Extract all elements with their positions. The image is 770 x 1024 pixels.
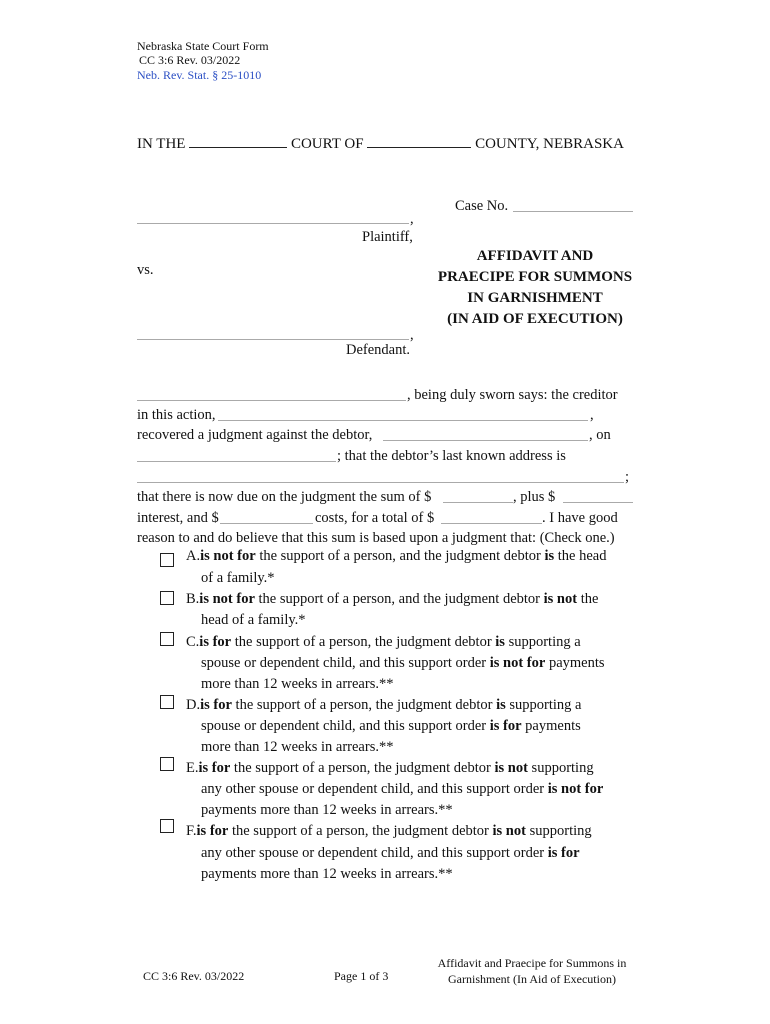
creditor-name-field[interactable] (218, 420, 588, 421)
case-no-label: Case No. (455, 198, 509, 214)
option-f-checkbox[interactable] (160, 819, 174, 833)
option-a-letter: A. (186, 548, 201, 564)
option-b-checkbox[interactable] (160, 591, 174, 605)
title-line-3: IN GARNISHMENT (467, 290, 603, 306)
debtor-address-field[interactable] (137, 482, 624, 483)
option-c-line2 (201, 655, 605, 672)
option-d-text1: the support of a person, the judgment debtor (231, 697, 497, 713)
title-line-2: PRAECIPE FOR SUMMONS (437, 269, 633, 285)
court-caption (137, 135, 624, 153)
interest-field[interactable] (563, 502, 633, 503)
option-c-line3: more than 12 weeks in arrears.** (201, 676, 394, 692)
address-semicolon: ; (625, 469, 630, 485)
option-b-letter: B. (186, 591, 200, 607)
debtor-name-field[interactable] (383, 440, 588, 441)
option-e-line1 (186, 760, 594, 777)
option-a-text1: the support of a person, and the judgment debtor (255, 548, 545, 564)
option-e-bold3: is not for (547, 781, 604, 797)
case-no-field[interactable] (513, 211, 633, 212)
option-c-line1 (186, 634, 581, 651)
defendant-label: Defendant. (346, 342, 411, 358)
option-b-bold1: is not for (199, 591, 255, 607)
reason-text: reason to and do believe that this sum is based upon a judgment that: (Check one.) (137, 530, 615, 546)
option-e-text1: the support of a person, the judgment debtor (230, 760, 495, 776)
option-a-line1 (186, 548, 606, 565)
defendant-name-field[interactable] (137, 339, 409, 340)
option-c-text1: the support of a person, the judgment debtor (231, 634, 496, 650)
defendant-comma: , (410, 327, 414, 343)
option-d-checkbox[interactable] (160, 695, 174, 709)
total-field[interactable] (441, 523, 542, 524)
good-text: . I have good (542, 510, 618, 526)
option-f-text2: supporting (525, 823, 592, 839)
footer-page-number: Page 1 of 3 (334, 969, 389, 983)
creditor-comma: , (590, 407, 594, 423)
affiant-name-field[interactable] (137, 400, 406, 401)
option-e-bold2: is not (494, 760, 528, 776)
sworn-text: , being duly sworn says: the creditor (407, 387, 618, 403)
option-c-text2: supporting a (504, 634, 581, 650)
in-action-text: in this action, (137, 407, 216, 423)
option-c-checkbox[interactable] (160, 632, 174, 646)
costs-text: costs, for a total of $ (315, 510, 435, 526)
option-e-text3: any other spouse or dependent child, and this support order (201, 781, 548, 797)
judgment-date-field[interactable] (137, 461, 336, 462)
option-f-bold3: is for (547, 845, 580, 861)
option-f-line1 (186, 823, 592, 840)
vs-label: vs. (137, 262, 154, 278)
address-text: ; that the debtor’s last known address is (337, 448, 566, 464)
option-e-line3: payments more than 12 weeks in arrears.** (201, 802, 453, 818)
footer-title-line-1: Affidavit and Praecipe for Summons in (437, 956, 627, 970)
footer-revision: CC 3:6 Rev. 03/2022 (143, 969, 245, 983)
option-d-bold3: is for (489, 718, 522, 734)
option-f-bold1: is for (196, 823, 229, 839)
option-d-letter: D. (186, 697, 201, 713)
option-d-bold1: is for (200, 697, 232, 713)
option-f-letter: F. (186, 823, 197, 839)
statute-link[interactable]: Neb. Rev. Stat. § 25-1010 (137, 68, 262, 82)
on-text: , on (589, 427, 611, 443)
option-f-text3: any other spouse or dependent child, and this support order (201, 845, 548, 861)
option-a-checkbox[interactable] (160, 553, 174, 567)
option-e-checkbox[interactable] (160, 757, 174, 771)
document-title (420, 246, 650, 330)
option-e-line2 (201, 781, 603, 798)
option-c-letter: C. (186, 634, 200, 650)
option-d-text3: spouse or dependent child, and this support order (201, 718, 490, 734)
option-c-bold2: is (495, 634, 505, 650)
in-the-label: IN THE (137, 136, 186, 152)
county-nebraska-label: COUNTY, NEBRASKA (475, 136, 624, 152)
plus-text: , plus $ (513, 489, 556, 505)
option-c-text3: spouse or dependent child, and this support order (201, 655, 490, 671)
option-c-text4: payments (545, 655, 605, 671)
option-c-bold1: is for (199, 634, 232, 650)
title-line-4: (IN AID OF EXECUTION) (447, 311, 623, 327)
footer-title (426, 955, 638, 987)
option-a-bold1: is not for (200, 548, 256, 564)
sum-field[interactable] (443, 502, 513, 503)
due-text: that there is now due on the judgment the sum of $ (137, 489, 432, 505)
option-c-bold3: is not for (489, 655, 546, 671)
option-b-bold2: is not (543, 591, 578, 607)
plaintiff-label: Plaintiff, (362, 229, 413, 245)
option-d-text4: payments (521, 718, 581, 734)
plaintiff-comma: , (410, 211, 414, 227)
form-name: Nebraska State Court Form (137, 39, 269, 53)
form-revision: CC 3:6 Rev. 03/2022 (139, 53, 241, 67)
option-e-bold1: is for (198, 760, 231, 776)
option-a-line2: of a family.* (201, 570, 275, 586)
option-f-bold2: is not (492, 823, 526, 839)
interest-text: interest, and $ (137, 510, 219, 526)
option-d-bold2: is (496, 697, 506, 713)
option-d-line3: more than 12 weeks in arrears.** (201, 739, 394, 755)
option-d-line1 (186, 697, 581, 714)
title-line-1: AFFIDAVIT AND (476, 248, 594, 264)
option-f-line2 (201, 845, 580, 862)
court-of-label: COURT OF (290, 136, 364, 152)
option-f-line3: payments more than 12 weeks in arrears.** (201, 866, 453, 882)
county-blank[interactable] (367, 135, 471, 148)
option-d-line2 (201, 718, 581, 735)
option-f-text1: the support of a person, the judgment debtor (228, 823, 493, 839)
option-b-text1: the support of a person, and the judgment debtor (254, 591, 544, 607)
option-a-bold2: is (544, 548, 555, 564)
option-e-letter: E. (186, 760, 199, 776)
plaintiff-name-field[interactable] (137, 223, 409, 224)
footer-title-line-2: Garnishment (In Aid of Execution) (448, 972, 616, 986)
option-b-text2: the (577, 591, 599, 607)
court-name-blank[interactable] (189, 135, 287, 148)
option-a-text2: the head (554, 548, 607, 564)
option-b-line2: head of a family.* (201, 612, 306, 628)
option-d-text2: supporting a (505, 697, 582, 713)
recovered-text: recovered a judgment against the debtor, (137, 427, 373, 443)
option-b-line1 (186, 591, 598, 608)
costs-field[interactable] (220, 523, 313, 524)
option-e-text2: supporting (527, 760, 594, 776)
